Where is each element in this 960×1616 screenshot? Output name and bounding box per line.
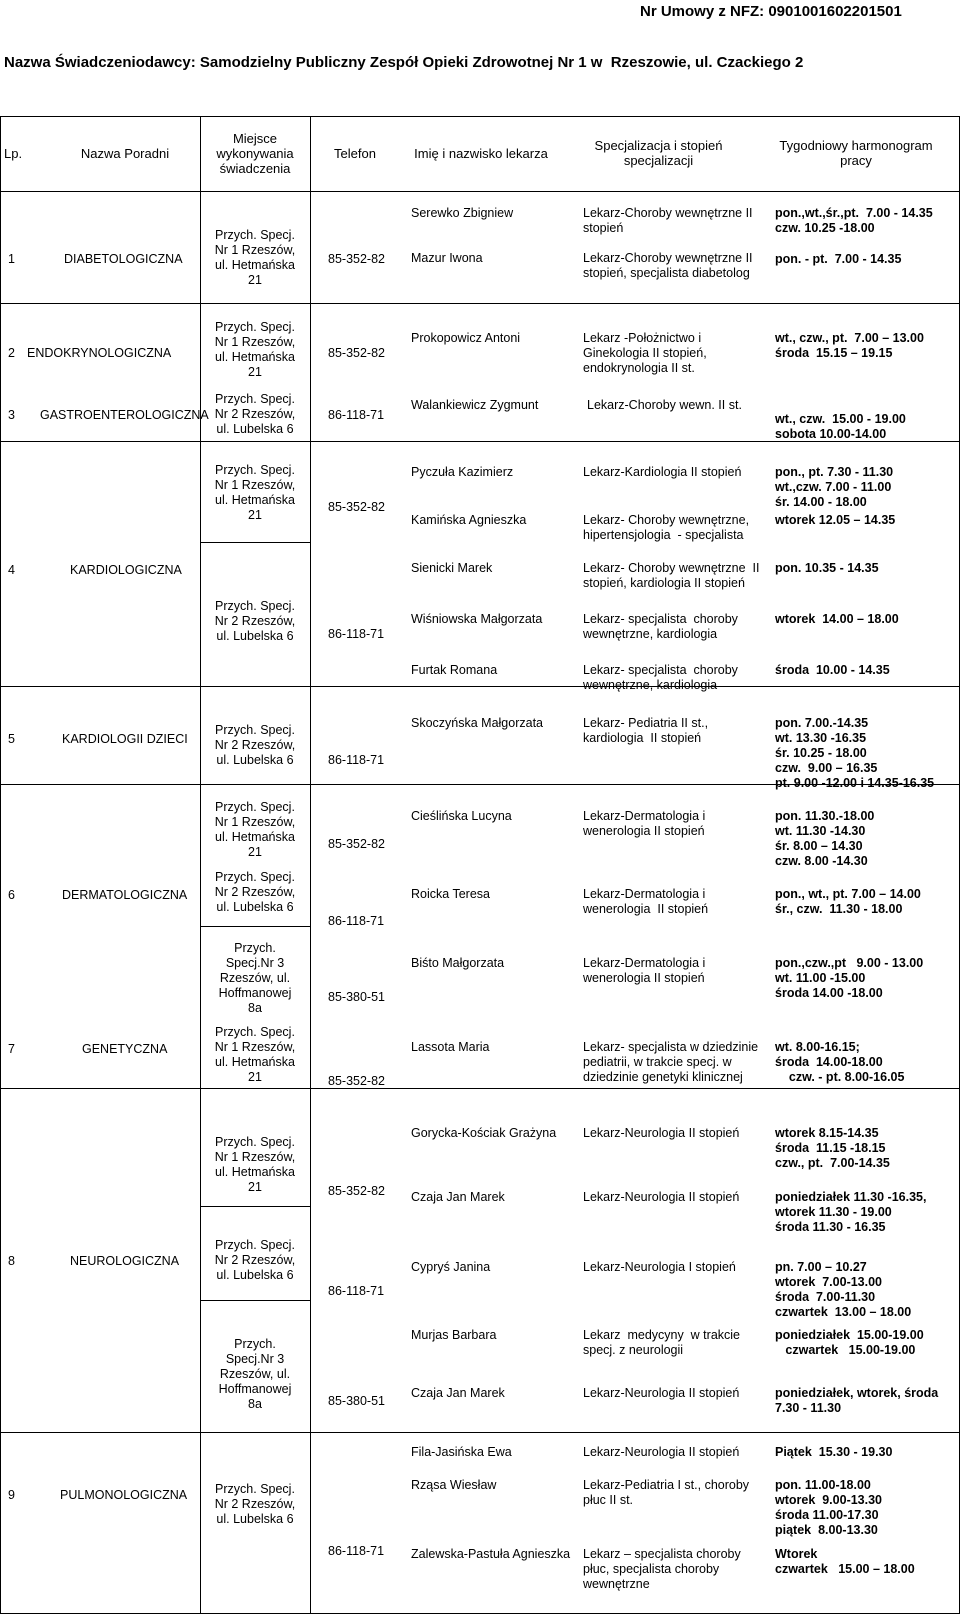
doctor-name: Prokopowicz Antoni: [411, 331, 521, 345]
doctor-specialization: Lekarz-Kardiologia II stopień: [583, 465, 742, 479]
phone-number: 86-118-71: [328, 914, 385, 928]
doctor-schedule: pon.,czw.,pt 9.00 - 13.00 wt. 11.00 -15.00 środa 14.00 -18.00: [775, 956, 924, 1000]
row-4-lp: 4: [8, 563, 15, 577]
place-address: Przych. Specj. Nr 1 Rzeszów, ul. Hetmańska 21: [214, 320, 296, 379]
doctor-name: Walankiewicz Zygmunt: [411, 398, 539, 412]
doctor-schedule: Wtorek czwartek 15.00 – 18.00: [775, 1547, 915, 1576]
doctor-specialization: Lekarz-Neurologia II stopień: [583, 1445, 740, 1459]
place-address: Przych. Specj. Nr 2 Rzeszów, ul. Lubelska 6: [214, 870, 296, 914]
doctor-name: Czaja Jan Marek: [411, 1386, 505, 1400]
doctor-schedule: wtorek 14.00 – 18.00: [775, 612, 899, 626]
doctor-specialization: Lekarz- specjalista choroby wewnętrzne, kardiologia: [583, 612, 738, 641]
doctor-name: Furtak Romana: [411, 663, 498, 677]
phone-number: 86-118-71: [328, 753, 385, 767]
phone-number: 86-118-71: [328, 1544, 385, 1558]
doctor-name: Zalewska-Pastuła Agnieszka: [411, 1547, 571, 1561]
contract-number: Nr Umowy z NFZ: 0901001602201501: [640, 3, 902, 20]
phone-number: 85-352-82: [328, 1074, 385, 1088]
row-3-clinic: GASTROENTEROLOGICZNA: [40, 408, 209, 422]
place-address: Przych. Specj. Nr 1 Rzeszów, ul. Hetmańska 21: [214, 228, 296, 287]
doctor-name: Fila-Jasińska Ewa: [411, 1445, 512, 1459]
place-address: Przych. Specj. Nr 2 Rzeszów, ul. Lubelska 6: [214, 1238, 296, 1282]
doctor-name: Serewko Zbigniew: [411, 206, 514, 220]
doctor-specialization: Lekarz-Pediatria I st., choroby płuc II st.: [583, 1478, 750, 1507]
doctor-specialization: Lekarz-Dermatologia i wenerologia II stopień: [583, 956, 706, 985]
place-address: Przych. Specj. Nr 2 Rzeszów, ul. Lubelska 6: [214, 392, 296, 436]
doctor-schedule: wt., czw., pt. 7.00 – 13.00 środa 15.15 – 19.15: [775, 331, 924, 360]
doctor-specialization: Lekarz- specjalista w dziedzinie pediatrii, w trakcie specj. w dziedzinie genetyki klinicznej: [583, 1040, 759, 1084]
place-address: Przych. Specj. Nr 2 Rzeszów, ul. Lubelska 6: [214, 1482, 296, 1526]
doctor-name: Skoczyńska Małgorzata: [411, 716, 544, 730]
doctor-name: Rząsa Wiesław: [411, 1478, 497, 1492]
phone-number: 86-118-71: [328, 627, 385, 641]
doctor-schedule: Piątek 15.30 - 19.30: [775, 1445, 893, 1459]
doctor-schedule: pn. 7.00 – 10.27 wtorek 7.00-13.00 środa 7.00-11.30 czwartek 13.00 – 18.00: [775, 1260, 912, 1319]
place-address: Przych. Specj. Nr 1 Rzeszów, ul. Hetmańska 21: [214, 463, 296, 522]
doctor-schedule: wtorek 8.15-14.35 środa 11.15 -18.15 czw., pt. 7.00-14.35: [775, 1126, 890, 1170]
row-5-lp: 5: [8, 732, 15, 746]
doctor-specialization: Lekarz-Neurologia II stopień: [583, 1126, 740, 1140]
doctor-schedule: wtorek 12.05 – 14.35: [775, 513, 896, 527]
place-address: Przych. Specj. Nr 2 Rzeszów, ul. Lubelska 6: [214, 599, 296, 643]
col-place: Miejsce wykonywania świadczenia: [216, 131, 294, 176]
doctor-specialization: Lekarz-Neurologia II stopień: [583, 1190, 740, 1204]
doctor-name: Wiśniowska Małgorzata: [411, 612, 543, 626]
doctor-schedule: pon.,wt.,śr.,pt. 7.00 - 14.35 czw. 10.25 -18.00: [775, 206, 933, 235]
doctor-schedule: wt., czw. 15.00 - 19.00 sobota 10.00-14.00: [775, 412, 906, 441]
doctor-schedule: pon. - pt. 7.00 - 14.35: [775, 252, 902, 266]
place-address: Przych. Specj. Nr 1 Rzeszów, ul. Hetmańska 21: [214, 800, 296, 859]
row-2-clinic: ENDOKRYNOLOGICZNA: [27, 346, 172, 360]
col-doctor: Imię i nazwisko lekarza: [414, 146, 548, 161]
provider-name: Nazwa Świadczeniodawcy: Samodzielny Publiczny Zespół Opieki Zdrowotnej Nr 1 w Rzeszowie, ul. Czackiego 2: [4, 54, 804, 71]
doctor-specialization: Lekarz-Dermatologia i wenerologia II stopień: [583, 809, 706, 838]
place-address: Przych. Specj. Nr 1 Rzeszów, ul. Hetmańska 21: [214, 1135, 296, 1194]
doctor-name: Cieślińska Lucyna: [411, 809, 512, 823]
col-specialization: Specjalizacja i stopień specjalizacji: [594, 138, 723, 168]
col-lp: Lp.: [4, 146, 23, 161]
row-2-lp: 2: [8, 346, 15, 360]
doctor-specialization: Lekarz-Dermatologia i wenerologia II stopień: [583, 887, 709, 916]
place-address: Przych. Specj.Nr 3 Rzeszów, ul. Hoffmanowej 8a: [218, 1337, 292, 1411]
doctor-specialization: Lekarz- Choroby wewnętrzne, hipertensjologia - specjalista: [583, 513, 750, 542]
doctor-specialization: Lekarz- specjalista choroby wewnętrzne, kardiologia: [583, 663, 738, 692]
phone-number: 86-118-71: [328, 408, 385, 422]
doctor-name: Roicka Teresa: [411, 887, 490, 901]
phone-number: 85-352-82: [328, 500, 385, 514]
doctor-specialization: Lekarz – specjalista choroby płuc, specjalista choroby wewnętrzne: [583, 1547, 741, 1591]
row-9-clinic: PULMONOLOGICZNA: [60, 1488, 188, 1502]
row-7-clinic: GENETYCZNA: [82, 1042, 168, 1056]
row-6-clinic: DERMATOLOGICZNA: [62, 888, 188, 902]
doctor-schedule: poniedziałek 15.00-19.00 czwartek 15.00-19.00: [775, 1328, 924, 1357]
doctor-specialization: Lekarz-Choroby wewnętrzne II stopień: [583, 206, 753, 235]
doctor-name: Gorycka-Kościak Grażyna: [411, 1126, 557, 1140]
doctor-name: Czaja Jan Marek: [411, 1190, 505, 1204]
doctor-schedule: pon. 10.35 - 14.35: [775, 561, 879, 575]
row-5-clinic: KARDIOLOGII DZIECI: [62, 732, 188, 746]
doctor-specialization: Lekarz-Neurologia II stopień: [583, 1386, 740, 1400]
row-7-lp: 7: [8, 1042, 15, 1056]
doctor-name: Mazur Iwona: [411, 251, 483, 265]
phone-number: 85-380-51: [328, 990, 385, 1004]
phone-number: 85-352-82: [328, 252, 385, 266]
doctor-schedule: pon. 11.30.-18.00 wt. 11.30 -14.30 śr. 8.00 – 14.30 czw. 8.00 -14.30: [775, 809, 875, 868]
col-schedule: Tygodniowy harmonogram pracy: [779, 138, 933, 168]
doctor-schedule: środa 10.00 - 14.35: [775, 663, 890, 677]
row-3-lp: 3: [8, 408, 15, 422]
row-9-lp: 9: [8, 1488, 15, 1502]
doctor-schedule: pon. 11.00-18.00 wtorek 9.00-13.30 środa 11.00-17.30 piątek 8.00-13.30: [775, 1478, 883, 1537]
phone-number: 85-352-82: [328, 837, 385, 851]
phone-number: 85-352-82: [328, 1184, 385, 1198]
row-6-lp: 6: [8, 888, 15, 902]
phone-number: 85-380-51: [328, 1394, 385, 1408]
doctor-schedule: wt. 8.00-16.15; środa 14.00-18.00 czw. - pt. 8.00-16.05: [775, 1040, 905, 1084]
row-4-clinic: KARDIOLOGICZNA: [70, 563, 182, 577]
doctor-name: Biśto Małgorzata: [411, 956, 505, 970]
doctor-name: Murjas Barbara: [411, 1328, 497, 1342]
phone-number: 86-118-71: [328, 1284, 385, 1298]
doctor-specialization: Lekarz-Choroby wewnętrzne II stopień, specjalista diabetolog: [583, 251, 753, 280]
row-8-clinic: NEUROLOGICZNA: [70, 1254, 180, 1268]
doctor-schedule: poniedziałek 11.30 -16.35, wtorek 11.30 - 19.00 środa 11.30 - 16.35: [775, 1190, 927, 1234]
doctor-schedule: pon., wt., pt. 7.00 – 14.00 śr., czw. 11.30 - 18.00: [775, 887, 921, 916]
doctor-specialization: Lekarz- Pediatria II st., kardiologia II stopień: [583, 716, 709, 745]
row-1-lp: 1: [8, 252, 15, 266]
doctor-name: Kamińska Agnieszka: [411, 513, 527, 527]
doctor-specialization: Lekarz-Neurologia I stopień: [583, 1260, 736, 1274]
doctor-name: Pyczuła Kazimierz: [411, 465, 514, 479]
row-1-clinic: DIABETOLOGICZNA: [64, 252, 183, 266]
doctor-schedule: poniedziałek, wtorek, środa 7.30 - 11.30: [775, 1386, 939, 1415]
phone-number: 85-352-82: [328, 346, 385, 360]
doctor-specialization: Lekarz medycyny w trakcie specj. z neurologii: [583, 1328, 740, 1357]
doctor-name: Sienicki Marek: [411, 561, 493, 575]
doctor-schedule: pon., pt. 7.30 - 11.30 wt.,czw. 7.00 - 11.00 śr. 14.00 - 18.00: [775, 465, 894, 509]
col-phone: Telefon: [334, 146, 376, 161]
row-8-lp: 8: [8, 1254, 15, 1268]
doctor-schedule: pon. 7.00.-14.35 wt. 13.30 -16.35 śr. 10.25 - 18.00 czw. 9.00 – 16.35 pt. 9.00 -12.00 i 14.35-16.35: [775, 716, 935, 790]
doctor-specialization: Lekarz-Choroby wewn. II st.: [587, 398, 742, 412]
col-clinic: Nazwa Poradni: [80, 146, 170, 161]
doctor-name: Cypryś Janina: [411, 1260, 491, 1274]
place-address: Przych. Specj. Nr 1 Rzeszów, ul. Hetmańska 21: [214, 1025, 296, 1084]
doctor-name: Lassota Maria: [411, 1040, 490, 1054]
doctor-specialization: Lekarz- Choroby wewnętrzne II stopień, kardiologia II stopień: [583, 561, 760, 590]
doctor-specialization: Lekarz -Położnictwo i Ginekologia II stopień, endokrynologia II st.: [583, 331, 707, 375]
place-address: Przych. Specj.Nr 3 Rzeszów, ul. Hoffmanowej 8a: [218, 941, 292, 1015]
place-address: Przych. Specj. Nr 2 Rzeszów, ul. Lubelska 6: [214, 723, 296, 767]
